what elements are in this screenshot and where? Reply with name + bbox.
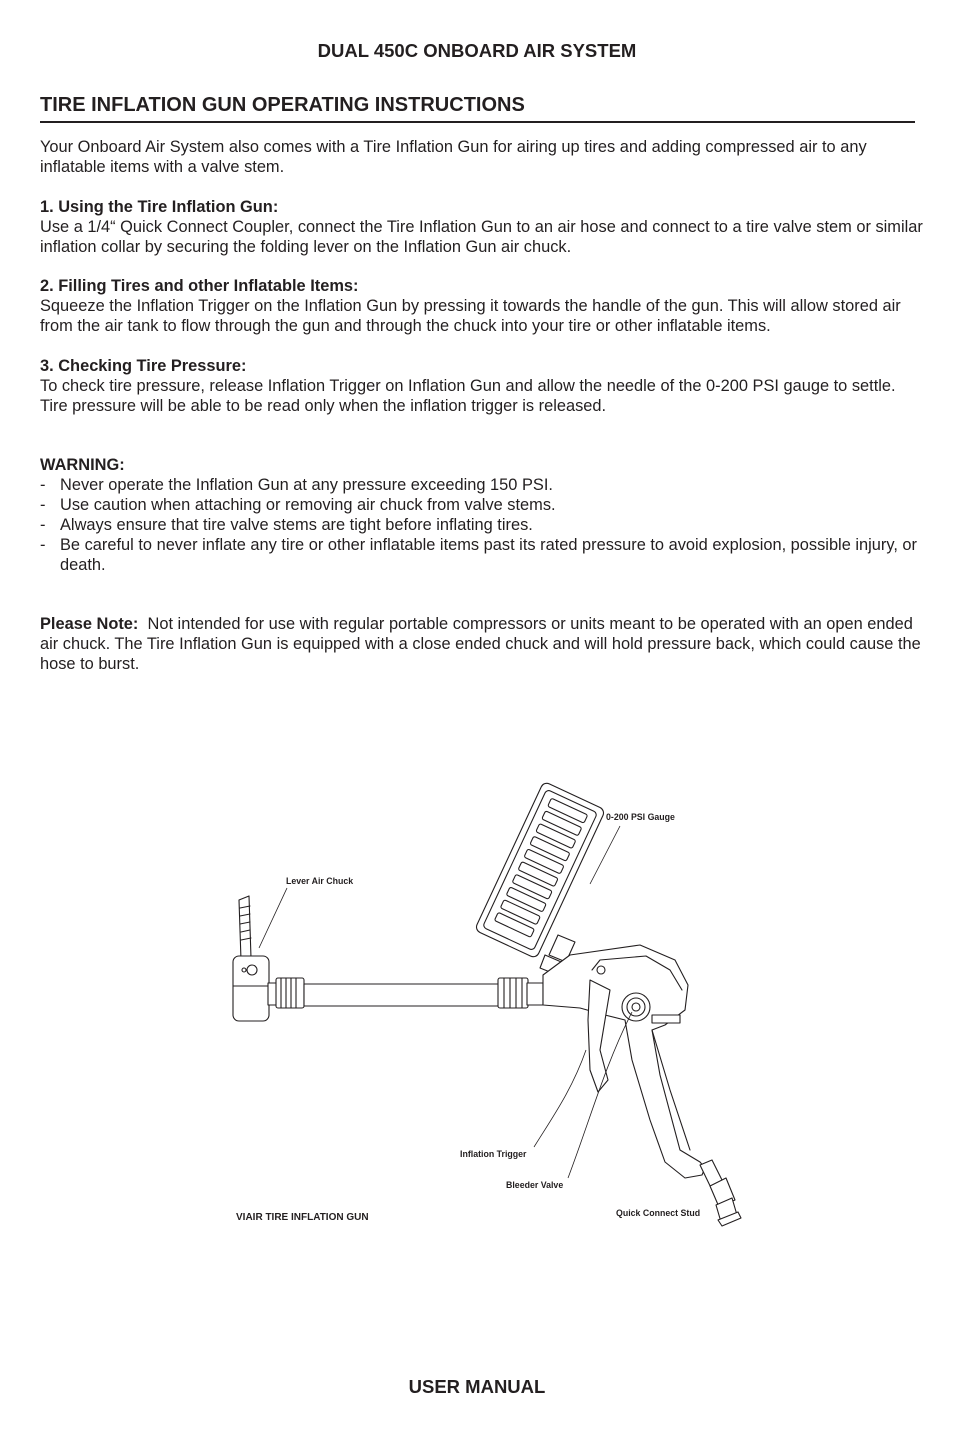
step-2-text: Squeeze the Inflation Trigger on the Inflation Gun by pressing it towards the handle of the gun. This will allow stored air from the air tank to flow through the gun and through the chuck into your tire or other inflatable items. bbox=[40, 297, 901, 335]
stud-label: Quick Connect Stud bbox=[616, 1208, 701, 1218]
step-3-text: To check tire pressure, release Inflation Trigger on Inflation Gun and allow the needle of the 0-200 PSI gauge to settle. Tire pressure will be able to be read only when the inflation trigger is released. bbox=[40, 377, 896, 415]
step-2-heading: 2. Filling Tires and other Inflatable Items: bbox=[40, 277, 359, 295]
quick-connect-stud-icon bbox=[700, 1160, 741, 1226]
gauge-label: 0-200 PSI Gauge bbox=[606, 812, 675, 822]
chuck-leader bbox=[259, 888, 287, 948]
trigger-label: Inflation Trigger bbox=[460, 1149, 527, 1159]
trigger-icon bbox=[588, 980, 610, 1092]
warning-item: - Always ensure that tire valve stems are tight before inflating tires. bbox=[40, 515, 925, 535]
section-title: TIRE INFLATION GUN OPERATING INSTRUCTIONS bbox=[40, 94, 525, 116]
step-1-heading: 1. Using the Tire Inflation Gun: bbox=[40, 198, 279, 216]
bleeder-label: Bleeder Valve bbox=[506, 1180, 564, 1190]
note-text: Not intended for use with regular portable compressors or units meant to be operated with an open ended air chuck. The Tire Inflation Gun is equipped with a close ended chuck and will hold pressure back, which could cause the hose to burst. bbox=[40, 615, 921, 673]
chuck-label: Lever Air Chuck bbox=[286, 876, 354, 886]
pressure-gauge-icon bbox=[475, 781, 606, 958]
step-1-text: Use a 1/4“ Quick Connect Coupler, connect the Tire Inflation Gun to an air hose and connect to a tire valve stem or similar inflation collar by securing the folding lever on the Inflation Gun air chuck. bbox=[40, 218, 923, 256]
intro-text: Your Onboard Air System also comes with a Tire Inflation Gun for airing up tires and adding compressed air to any inflatable items with a valve stem. bbox=[40, 138, 867, 176]
warning-item: - Use caution when attaching or removing air chuck from valve stems. bbox=[40, 495, 925, 515]
warning-heading: WARNING: bbox=[40, 456, 125, 474]
lever-air-chuck-icon bbox=[233, 896, 304, 1021]
note-label: Please Note: bbox=[40, 615, 139, 633]
extension-tube bbox=[304, 984, 500, 1006]
document-header: DUAL 450C ONBOARD AIR SYSTEM bbox=[317, 40, 637, 61]
bleeder-valve-icon bbox=[622, 993, 650, 1021]
figure-caption: VIAIR TIRE INFLATION GUN bbox=[236, 1212, 369, 1223]
warning-item: - Be careful to never inflate any tire or other inflatable items past its rated pressure to avoid explosion, possible injury, or death. bbox=[40, 535, 925, 575]
gun-body-icon bbox=[543, 945, 705, 1178]
warning-item: - Never operate the Inflation Gun at any pressure exceeding 150 PSI. bbox=[40, 475, 925, 495]
step-3-heading: 3. Checking Tire Pressure: bbox=[40, 357, 247, 375]
document-footer: USER MANUAL bbox=[408, 1376, 546, 1397]
trigger-leader bbox=[534, 1050, 586, 1147]
